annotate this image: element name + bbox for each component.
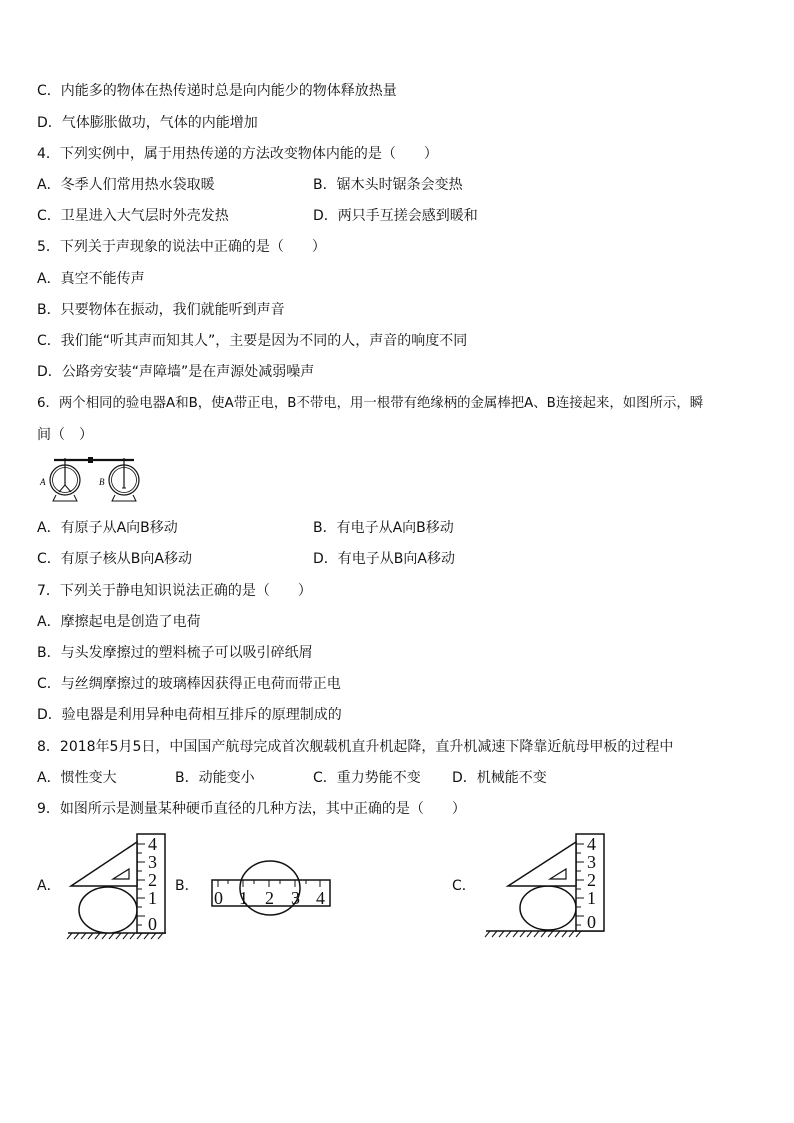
q5-option-c: C．我们能“听其声而知其人”，主要是因为不同的人，声音的响度不同 (37, 333, 468, 349)
q5-option-a: A．真空不能传声 (37, 271, 145, 287)
q6-option-d: D．有电子从B向A移动 (313, 551, 455, 567)
q3-option-d: D．气体膨胀做功，气体的内能增加 (37, 115, 258, 131)
q7-option-d: D．验电器是利用异种电荷相互排斥的原理制成的 (37, 707, 342, 723)
q5-option-d: D．公路旁安装“声障墙”是在声源处减弱噪声 (37, 364, 315, 380)
q3-option-c: C．内能多的物体在热传递时总是向内能少的物体释放热量 (37, 83, 397, 99)
q5-option-b: B．只要物体在振动，我们就能听到声音 (37, 302, 285, 318)
q6-label-b: B (99, 477, 105, 487)
q9c-tick-4: 4 (587, 834, 596, 854)
q6-stem-line2: 间（ ） (37, 427, 93, 443)
q9a-tick-2: 2 (148, 870, 157, 890)
q9b-tick-4: 4 (316, 888, 325, 908)
q8-stem: 8．2018年5月5日，中国国产航母完成首次舰载机直升机起降，直升机减速下降靠近航母甲板的过程中 (37, 739, 674, 755)
q9-figure-a (66, 832, 176, 942)
q4-option-d: D．两只手互搓会感到暖和 (313, 208, 478, 224)
q4-option-a: A．冬季人们常用热水袋取暖 (37, 177, 215, 193)
q9-figure-c (484, 832, 610, 942)
q9a-tick-4: 4 (148, 834, 157, 854)
q4-option-c: C．卫星进入大气层时外壳发热 (37, 208, 229, 224)
q7-option-c: C．与丝绸摩擦过的玻璃棒因获得正电荷而带正电 (37, 676, 341, 692)
q4-option-b: B．锯木头时锯条会变热 (313, 177, 463, 193)
q9b-tick-1: 1 (239, 888, 248, 908)
q9c-tick-0: 0 (587, 912, 596, 932)
q8-option-a: A．惯性变大 (37, 770, 117, 786)
q9-label-c: C． (452, 878, 476, 894)
q9b-tick-2: 2 (265, 888, 274, 908)
q4-stem: 4．下列实例中，属于用热传递的方法改变物体内能的是（ ） (37, 146, 438, 162)
q5-stem: 5．下列关于声现象的说法中正确的是（ ） (37, 239, 326, 255)
q7-stem: 7．下列关于静电知识说法正确的是（ ） (37, 583, 312, 599)
q8-option-c: C．重力势能不变 (313, 770, 421, 786)
q9c-tick-1: 1 (587, 888, 596, 908)
q8-option-b: B．动能变小 (175, 770, 255, 786)
q9b-tick-3: 3 (291, 888, 300, 908)
q9c-tick-2: 2 (587, 870, 596, 890)
q6-stem-line1: 6．两个相同的验电器A和B，使A带正电，B不带电，用一根带有绝缘柄的金属棒把A、B连接起来，如图所示，瞬 (37, 396, 704, 411)
q9b-tick-0: 0 (214, 888, 223, 908)
q9a-tick-1: 1 (148, 888, 157, 908)
q9c-tick-3: 3 (587, 852, 596, 872)
q9-figure-b (208, 858, 334, 918)
q9-label-a: A． (37, 878, 61, 894)
q6-label-a: A (40, 477, 46, 487)
q7-option-a: A．摩擦起电是创造了电荷 (37, 614, 201, 630)
q7-option-b: B．与头发摩擦过的塑料梳子可以吸引碎纸屑 (37, 645, 313, 661)
q6-electroscope-figure (36, 452, 156, 504)
q9a-tick-0: 0 (148, 914, 157, 934)
q8-option-d: D．机械能不变 (452, 770, 547, 786)
q9-stem: 9．如图所示是测量某种硬币直径的几种方法，其中正确的是（ ） (37, 801, 466, 817)
q6-option-b: B．有电子从A向B移动 (313, 520, 454, 536)
q6-option-a: A．有原子从A向B移动 (37, 520, 178, 536)
q9a-tick-3: 3 (148, 852, 157, 872)
q6-option-c: C．有原子核从B向A移动 (37, 551, 192, 567)
q9-label-b: B． (175, 878, 199, 894)
